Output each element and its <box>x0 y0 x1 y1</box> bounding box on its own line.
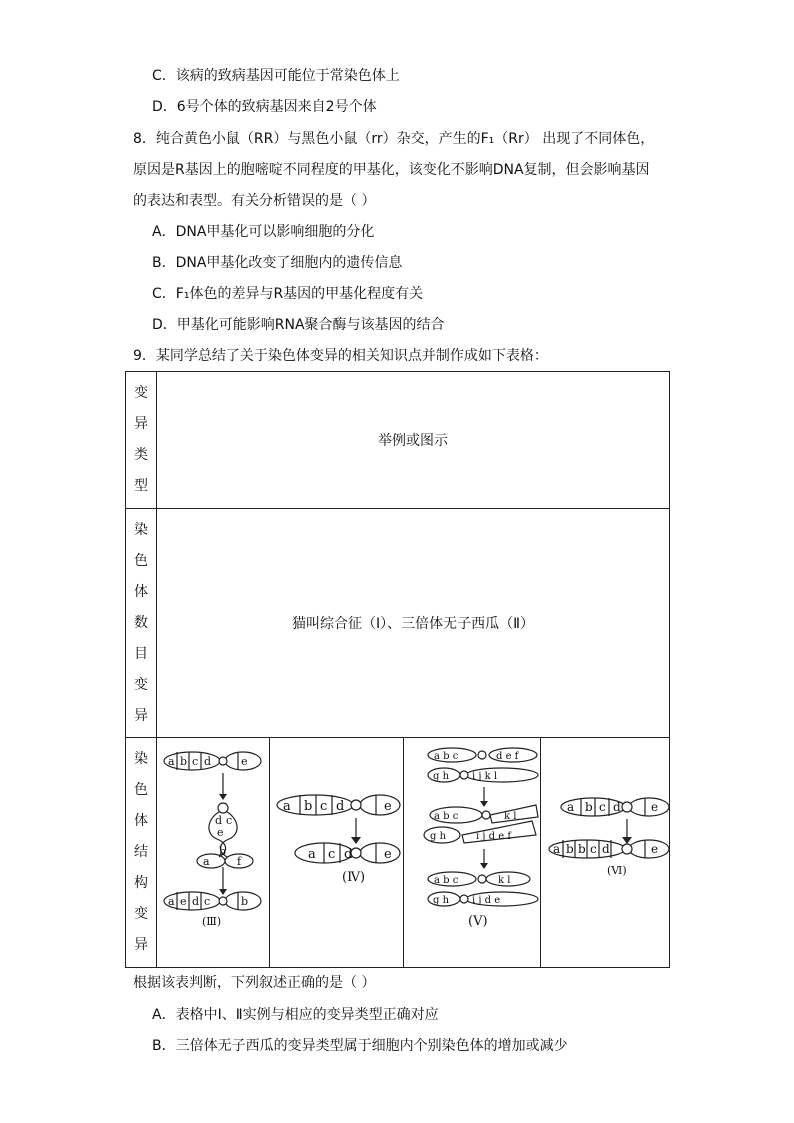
svg-text:d e f: d e f <box>496 750 519 762</box>
q7-option-d: D．6号个体的致病基因来自2号个体 <box>152 99 377 115</box>
diagram-III-inversion <box>157 739 270 967</box>
label-V: (Ⅴ) <box>468 913 488 929</box>
svg-text:e: e <box>241 754 248 768</box>
diagram-V-translocation <box>404 739 541 967</box>
svg-text:a: a <box>203 854 210 868</box>
svg-text:c: c <box>328 846 336 862</box>
label-IV: (Ⅳ) <box>342 869 366 885</box>
svg-text:d: d <box>204 754 212 768</box>
svg-text:k l: k l <box>504 810 517 822</box>
q8-stem-line3: 的表达和表型。有关分析错误的是（ ） <box>133 193 376 209</box>
q8-option-a: A．DNA甲基化可以影响细胞的分化 <box>152 224 375 240</box>
svg-text:a: a <box>283 798 291 814</box>
svg-text:i j d e: i j d e <box>472 894 501 906</box>
svg-text:g h: g h <box>430 830 447 842</box>
svg-text:a b c: a b c <box>434 750 459 762</box>
label-III: (Ⅲ) <box>202 914 222 928</box>
diagram-VI-cell <box>541 738 670 968</box>
q9-question: 根据该表判断，下列叙述正确的是（ ） <box>133 975 376 991</box>
row2-type-cell <box>126 738 157 968</box>
svg-text:a b c: a b c <box>434 874 459 886</box>
svg-text:d: d <box>192 894 200 908</box>
label-VI: (Ⅵ) <box>607 863 627 877</box>
svg-text:e: e <box>384 846 392 862</box>
svg-text:e: e <box>651 799 659 814</box>
svg-text:g h: g h <box>433 770 450 782</box>
svg-text:b: b <box>566 841 574 856</box>
svg-text:i j k l: i j k l <box>472 770 498 782</box>
svg-text:e: e <box>217 825 224 839</box>
q8-option-c: C．F₁体色的差异与R基因的甲基化程度有关 <box>152 286 424 302</box>
svg-text:e: e <box>384 798 392 814</box>
q7-option-c: C．该病的致病基因可能位于常染色体上 <box>152 68 400 84</box>
variation-table <box>125 371 670 968</box>
svg-text:b: b <box>180 754 188 768</box>
diagram-VI-duplication <box>541 739 670 967</box>
svg-text:c: c <box>192 754 199 768</box>
svg-text:i j d e f: i j d e f <box>476 830 512 842</box>
svg-text:b: b <box>578 841 586 856</box>
diagram-IV-cell <box>270 738 404 968</box>
svg-text:e: e <box>651 841 659 856</box>
svg-text:b: b <box>585 799 593 814</box>
row1-example: 猫叫综合征（Ⅰ）、三倍体无子西瓜（Ⅱ） <box>291 616 535 632</box>
svg-text:g h: g h <box>433 894 450 906</box>
header-type: 变 异 类 型 <box>134 385 148 494</box>
svg-text:b: b <box>304 798 313 814</box>
q8-option-d: D．甲基化可能影响RNA聚合酶与该基因的结合 <box>152 317 445 333</box>
svg-text:c: c <box>226 813 233 827</box>
q8-stem-line1: 8．纯合黄色小鼠（RR）与黑色小鼠（rr）杂交，产生的F₁（Rr） 出现了不同体色， <box>133 131 655 147</box>
diagram-IV-deletion <box>270 739 404 967</box>
svg-text:a b c: a b c <box>434 810 459 822</box>
svg-text:b: b <box>219 844 227 858</box>
svg-text:c: c <box>590 841 597 856</box>
svg-text:e: e <box>180 894 187 908</box>
diagram-V-cell <box>404 738 541 968</box>
q9-stem: 9．某同学总结了关于染色体变异的相关知识点并制作成如下表格： <box>133 348 548 364</box>
svg-text:a: a <box>168 894 175 908</box>
row1-type-cell <box>126 509 157 738</box>
svg-text:d: d <box>344 846 353 862</box>
svg-text:d: d <box>215 813 223 827</box>
header-example: 举例或图示 <box>378 433 448 449</box>
svg-text:d: d <box>613 799 621 814</box>
q9-option-a: A．表格中Ⅰ、Ⅱ实例与相应的变异类型正确对应 <box>152 1007 439 1023</box>
svg-text:b: b <box>241 894 249 908</box>
svg-text:f: f <box>237 854 242 868</box>
svg-text:k l: k l <box>498 874 511 886</box>
svg-text:c: c <box>320 798 328 814</box>
svg-text:d: d <box>602 841 610 856</box>
svg-text:d: d <box>336 798 345 814</box>
svg-text:a: a <box>308 846 316 862</box>
row2-type: 染 色 体 结 构 变 异 <box>134 751 148 953</box>
q9-option-b: B．三倍体无子西瓜的变异类型属于细胞内个别染色体的增加或减少 <box>152 1038 568 1054</box>
svg-text:c: c <box>599 799 606 814</box>
diagram-III-cell <box>157 738 270 968</box>
header-type-cell <box>126 372 157 509</box>
header-example-cell <box>157 372 670 509</box>
svg-text:c: c <box>204 894 211 908</box>
row1-example-cell <box>157 509 670 738</box>
svg-text:a: a <box>168 754 175 768</box>
q8-option-b: B．DNA甲基化改变了细胞内的遗传信息 <box>152 255 403 271</box>
svg-text:a: a <box>553 841 561 856</box>
svg-text:a: a <box>567 799 575 814</box>
row1-type: 染 色 体 数 目 变 异 <box>134 521 148 724</box>
q8-stem-line2: 原因是R基因上的胞嘧啶不同程度的甲基化，该变化不影响DNA复制，但会影响基因 <box>133 162 650 178</box>
